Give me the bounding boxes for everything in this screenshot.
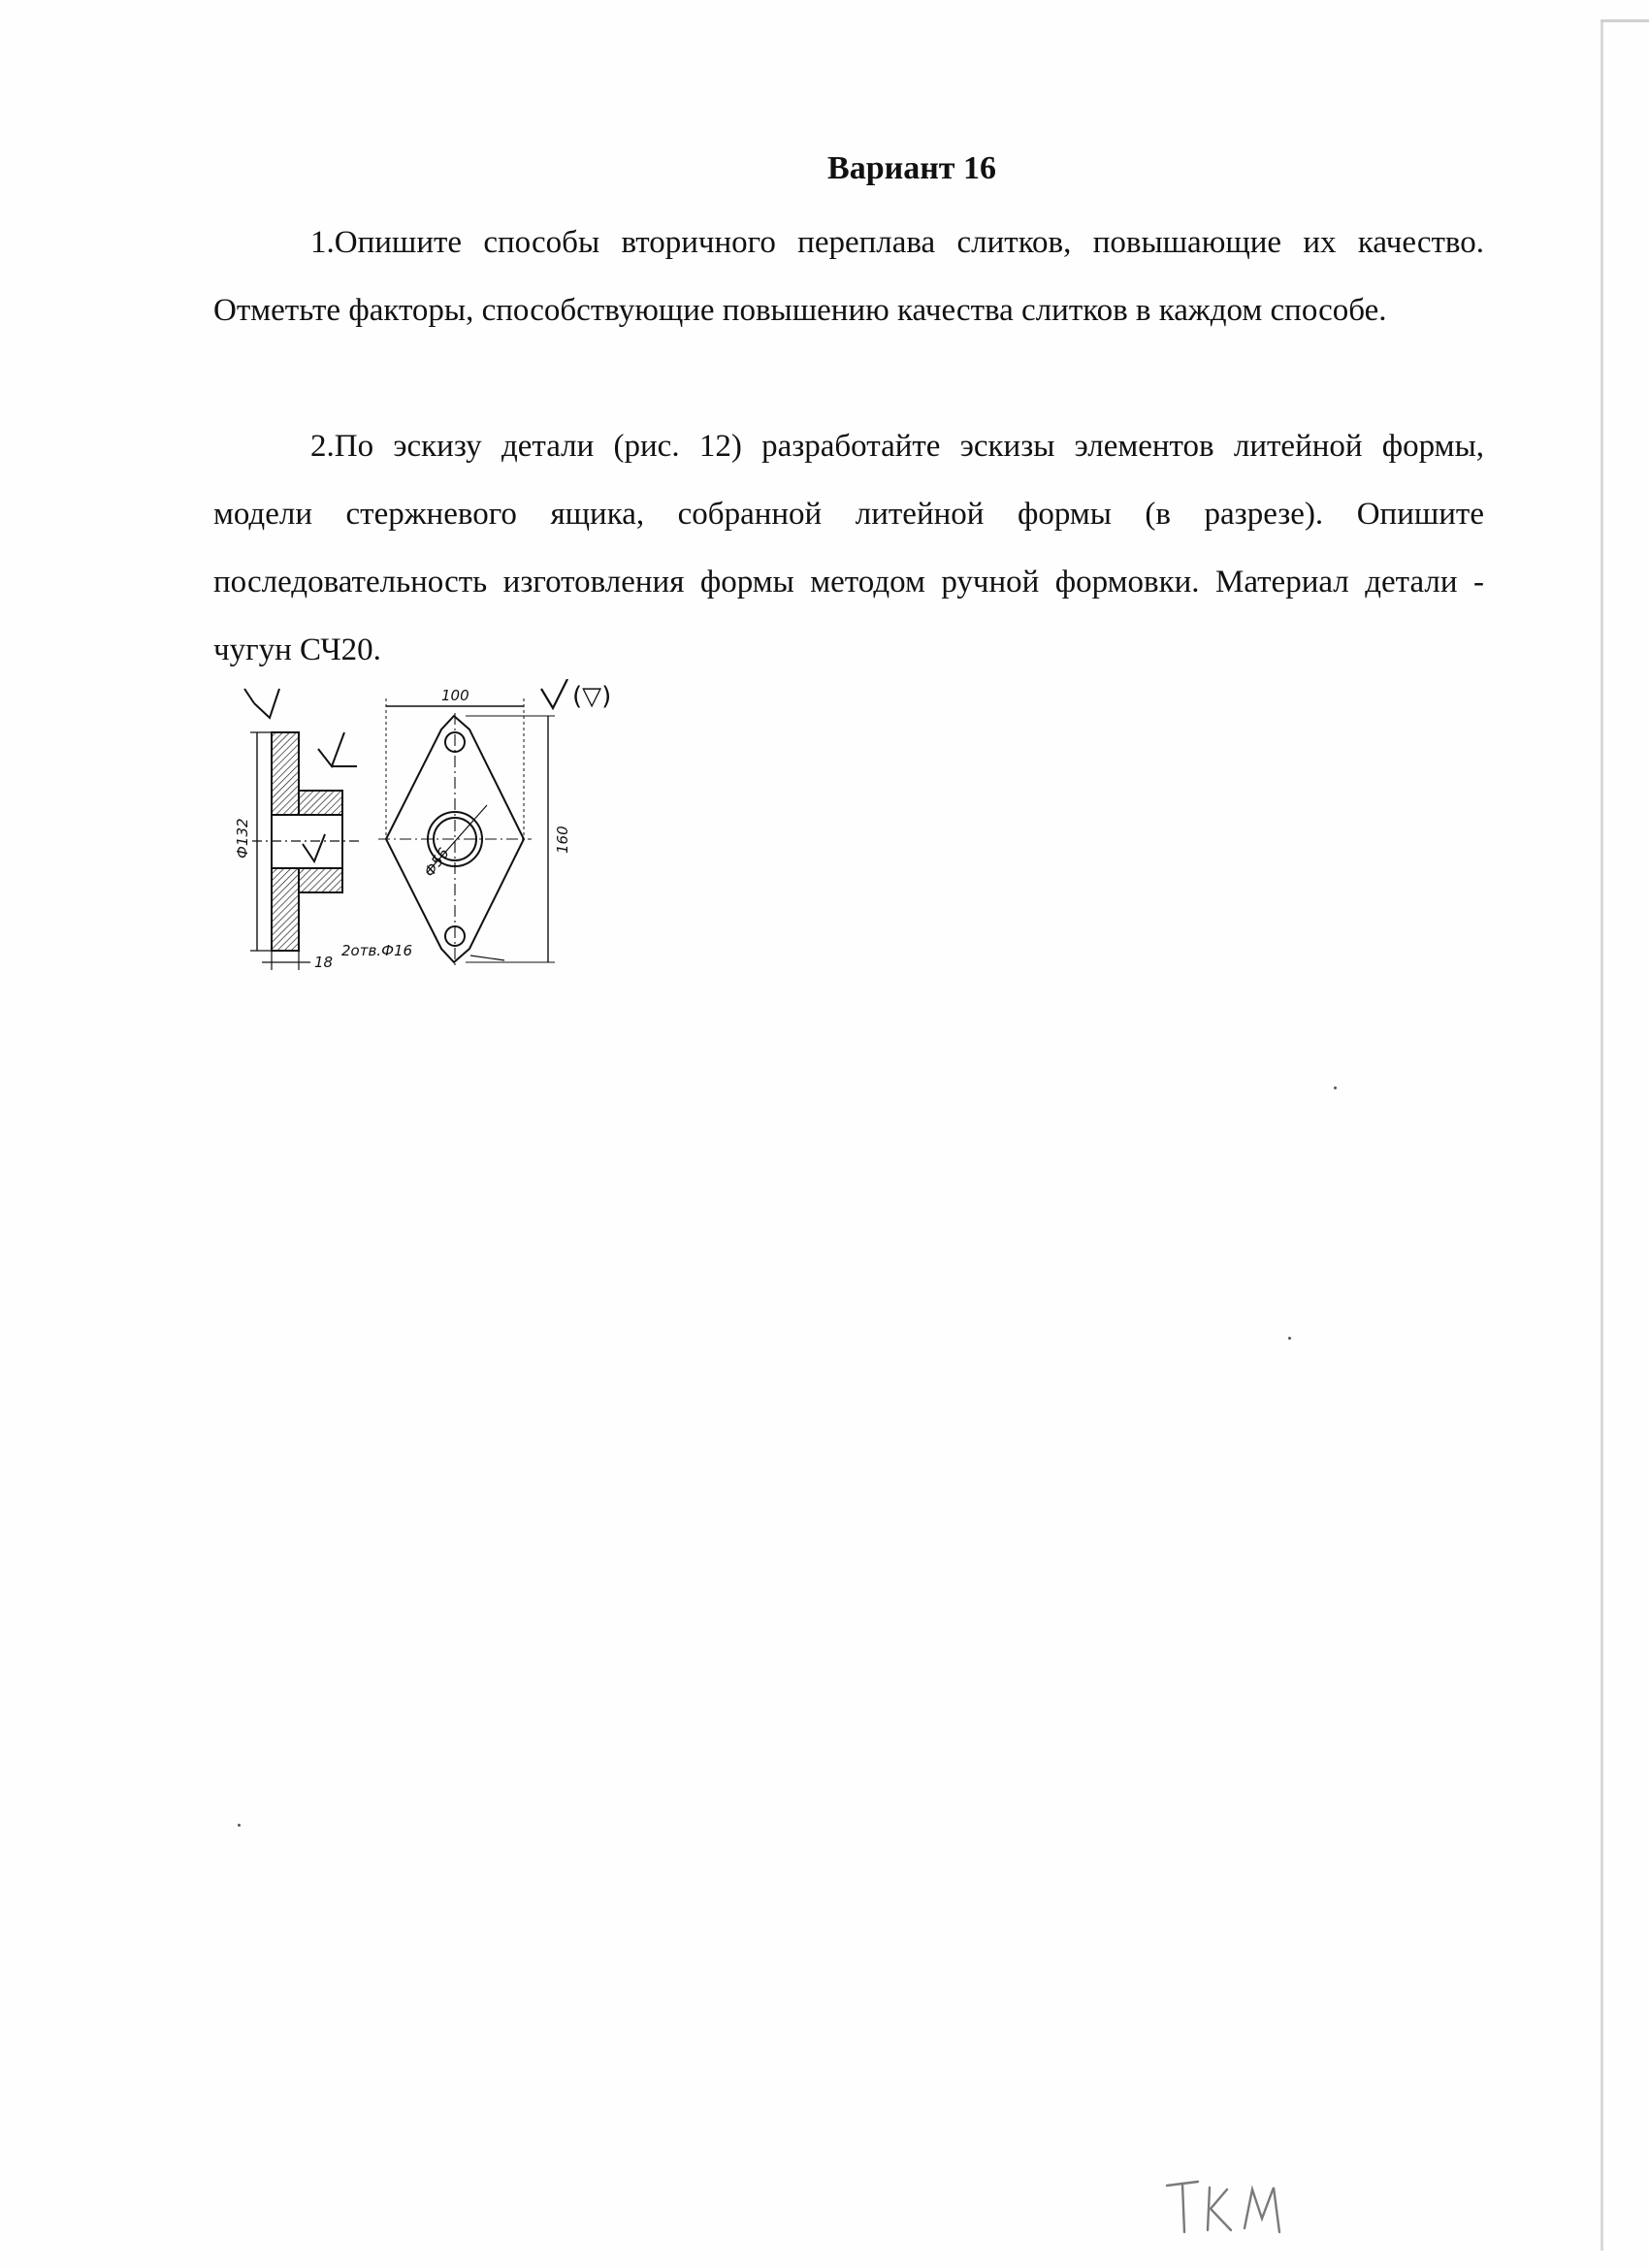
paragraph-1: 1.Опишите способы вторичного переплава слитков, повышающие их качество. Отметьте факторы, способствующие повышению качества слитков в каждом способе.	[213, 225, 1484, 328]
dim-bore-label: Ф56	[420, 844, 453, 881]
task-1-text	[213, 209, 1484, 344]
task-2-text	[213, 412, 1484, 684]
scan-speck	[1334, 1086, 1337, 1089]
dim-height-label: 160	[554, 826, 571, 854]
part-sketch-svg	[233, 679, 650, 980]
paragraph-2: 2.По эскизу детали (рис. 12) разработайте эскизы элементов литейной формы, модели стержневого ящика, собранной литейной формы (в разрезе). Опишите последовательность изготовления формы методом ручной формовки. Материал детали - чугун СЧ20.	[213, 429, 1484, 667]
dim-thickness-label: 18	[314, 954, 334, 971]
section-view	[244, 689, 359, 970]
dim-holes-label: 2отв.Ф16	[341, 942, 413, 959]
scan-edge-corner	[1600, 19, 1649, 22]
part-sketch-figure	[233, 679, 650, 980]
handwritten-tkm-mark	[1159, 2168, 1305, 2246]
scan-edge-line	[1600, 19, 1603, 2251]
variant-title: Вариант 16	[827, 150, 996, 186]
front-view	[378, 679, 567, 965]
dim-outer-diameter-label: Ф132	[234, 818, 251, 859]
dim-width-label: 100	[441, 687, 469, 704]
scan-speck	[238, 1824, 241, 1827]
scan-speck	[1288, 1337, 1291, 1340]
roughness-note: (▽)	[572, 682, 612, 711]
